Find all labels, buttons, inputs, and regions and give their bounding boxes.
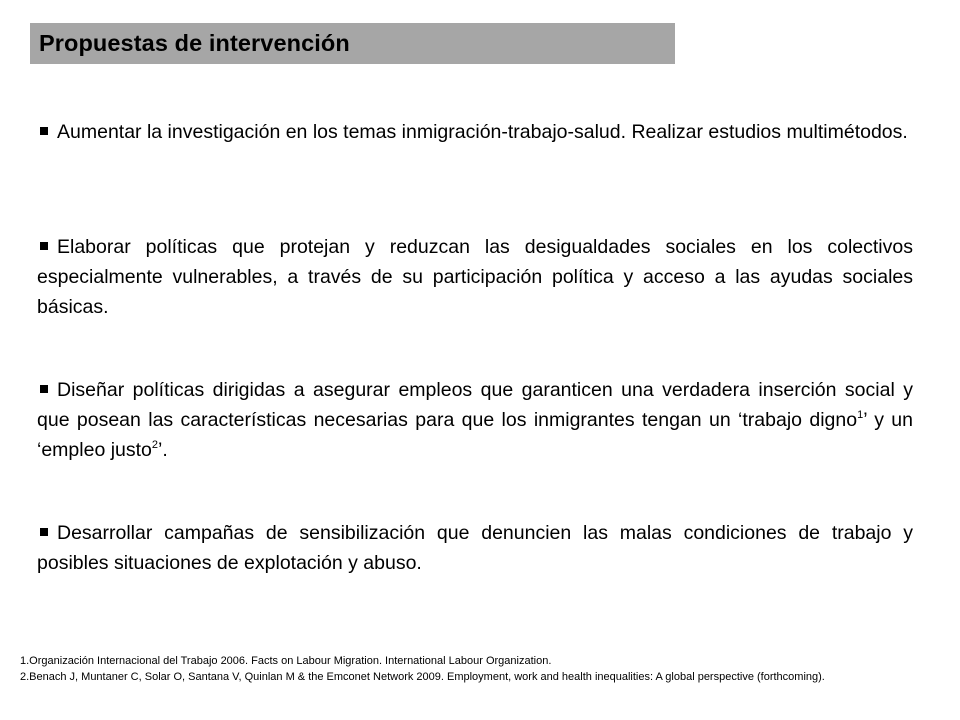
bullet-item-campaigns [37,518,913,578]
bullet-text-middle: ’ y un ‘empleo justo [37,409,913,461]
bullet-text: Desarrollar campañas de sensibilización que denuncien las malas condiciones de trabajo y posibles situaciones de explotación y abuso. [37,522,913,574]
bullet-item-employment [37,375,913,465]
references [20,653,940,685]
bullet-item-policies [37,232,913,322]
reference-1: 1.Organización Internacional del Trabajo 2006. Facts on Labour Migration. International Labour Organization. [20,655,552,667]
bullet-item-research [37,117,913,147]
footnote-ref-1: 1 [857,408,864,421]
title-bar [30,23,675,64]
footnote-ref-2: 2 [151,438,159,451]
square-bullet-icon [40,127,48,135]
bullet-text-end: ’. [158,439,168,461]
square-bullet-icon [40,385,48,393]
bullet-text: Aumentar la investigación en los temas inmigración-trabajo-salud. Realizar estudios multimétodos. [57,121,908,143]
square-bullet-icon [40,528,48,536]
page-title: Propuestas de intervención [39,30,350,56]
bullet-text-start: Diseñar políticas dirigidas a asegurar empleos que garanticen una verdadera inserción social y que posean las características necesarias para que los inmigrantes tengan un ‘trabajo digno [37,379,913,431]
bullet-text: Elaborar políticas que protejan y reduzcan las desigualdades sociales en los colectivos especialmente vulnerables, a través de su participación política y acceso a las ayudas sociales básicas. [37,236,913,318]
reference-2: 2.Benach J, Muntaner C, Solar O, Santana V, Quinlan M & the Emconet Network 2009. Employment, work and health inequalities: A global perspective (forthcoming). [20,671,825,683]
square-bullet-icon [40,242,48,250]
